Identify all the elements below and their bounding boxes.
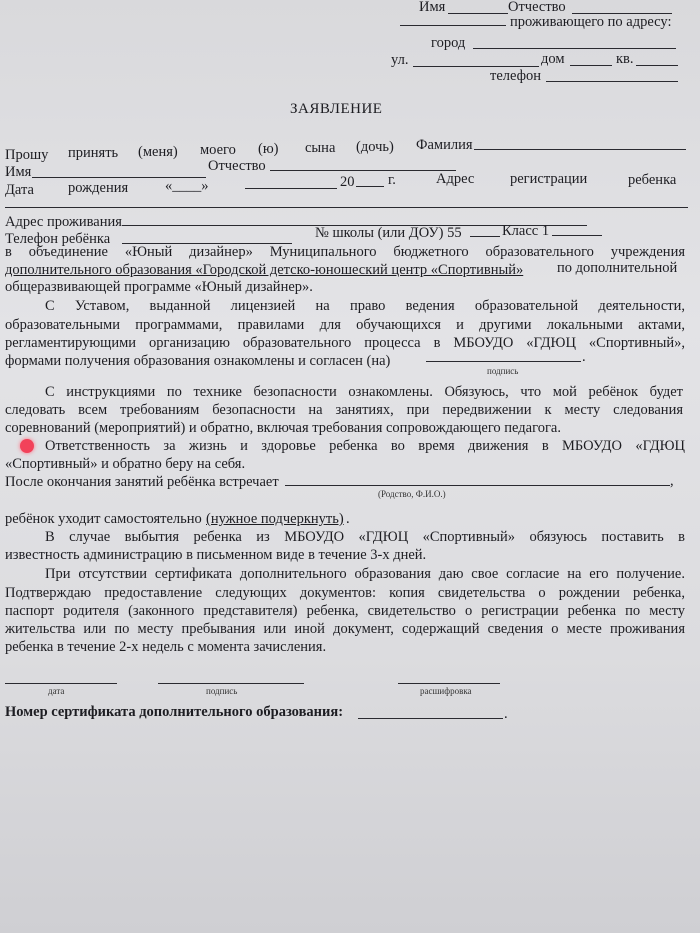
request-word: принять bbox=[68, 145, 119, 161]
header-city-line bbox=[473, 48, 676, 49]
certificate-period: . bbox=[504, 706, 508, 722]
request-word: моего bbox=[200, 142, 236, 158]
consent-signature-caption: подпись bbox=[487, 366, 519, 376]
registration-word: регистрации bbox=[510, 171, 588, 187]
charter-line-1: С Уставом, выданной лицензией на право ведения образовательной деятельности, bbox=[45, 298, 685, 314]
association-line-1: в объединение «Юный дизайнер» Муниципального бюджетного образовательного учреждения bbox=[5, 244, 685, 260]
association-line-2b: по дополнительной bbox=[557, 260, 678, 276]
birth-month-line bbox=[245, 188, 337, 189]
cert-line-4: жительства или по месту пребывания или иной документ, содержащий сведения о месте проживания bbox=[5, 621, 685, 637]
withdraw-line-2: известность администрацию в письменном виде в течение 3-х дней. bbox=[5, 547, 427, 563]
cert-line-5: ребенка в течение 2-х недель с момента зачисления. bbox=[5, 639, 327, 655]
withdraw-line-1: В случае выбытия ребенка из МБОУДО «ГДЮЦ «Спортивный» обязуюсь поставить в bbox=[45, 529, 685, 545]
school-line bbox=[470, 236, 500, 237]
date-caption: дата bbox=[48, 686, 65, 696]
birth-word: г. bbox=[388, 172, 396, 188]
registration-word: Адрес bbox=[436, 171, 475, 187]
red-marker bbox=[20, 439, 34, 453]
school-label: № школы (или ДОУ) 55 bbox=[315, 225, 462, 241]
surname-label: Фамилия bbox=[416, 137, 473, 153]
class-label: Класс 1 bbox=[502, 223, 550, 239]
request-word: (ю) bbox=[258, 141, 279, 157]
header-apt-line bbox=[636, 65, 678, 66]
charter-line-3: регламентирующими организацию образовательного процесса в МБОУДО «ГДЮЦ «Спортивный», bbox=[5, 335, 685, 351]
residence-label: Адрес проживания bbox=[5, 214, 122, 230]
registration-word: ребенка bbox=[628, 172, 677, 188]
header-patronymic-label: Отчество bbox=[508, 0, 566, 15]
safety-line-1: С инструкциями по технике безопасности ознакомлены. Обязуюсь, что мой ребёнок будет bbox=[45, 384, 683, 400]
header-blank-line bbox=[400, 25, 506, 26]
alone-period: . bbox=[346, 511, 350, 527]
header-phone-label: телефон bbox=[490, 68, 542, 84]
request-word: сына bbox=[305, 140, 336, 156]
alone-text: ребёнок уходит самостоятельно bbox=[5, 511, 202, 527]
child-phone-label: Телефон ребёнка bbox=[5, 231, 111, 247]
association-line-3: общеразвивающей программе «Юный дизайнер». bbox=[5, 279, 313, 295]
meet-comma: , bbox=[670, 473, 674, 489]
safety-line-3: соревнований (мероприятий) и обратно, включая требования сопровождающего педагога. bbox=[5, 420, 561, 436]
charter-line-4: формами получения образования ознакомлены и согласен (на) bbox=[5, 353, 391, 369]
date-line bbox=[5, 683, 117, 684]
cert-line-3: паспорт родителя (законного представителя) ребенка, свидетельство о регистрации ребенка по месту bbox=[5, 603, 685, 619]
child-name-label: Имя bbox=[5, 164, 32, 180]
responsibility-line-1: Ответственность за жизнь и здоровье ребенка во время движения в МБОУДО «ГДЮЦ bbox=[45, 438, 685, 454]
safety-line-2: следовать всем требованиям безопасности на занятиях, при передвижении к месту следования bbox=[5, 402, 683, 418]
child-patronymic-line bbox=[270, 170, 456, 171]
header-name-line bbox=[448, 13, 508, 14]
request-word: (меня) bbox=[138, 144, 178, 160]
certificate-number-line bbox=[358, 718, 503, 719]
signature-line bbox=[158, 683, 304, 684]
consent-period: . bbox=[582, 349, 586, 365]
surname-line bbox=[474, 149, 686, 150]
association-line-2: дополнительного образования «Городской детско-юношеский центр «Спортивный» bbox=[5, 262, 524, 278]
registration-address-line bbox=[5, 207, 688, 208]
request-word: (дочь) bbox=[356, 139, 394, 155]
meet-label: После окончания занятий ребёнка встречает bbox=[5, 474, 279, 490]
header-residing-label: проживающего по адресу: bbox=[510, 14, 672, 30]
birth-day-field: «____» bbox=[165, 178, 209, 194]
birth-word: Дата bbox=[5, 182, 34, 198]
certificate-number-label: Номер сертификата дополнительного образования: bbox=[5, 704, 344, 720]
class-line bbox=[552, 235, 602, 236]
consent-signature-line bbox=[426, 361, 581, 362]
meet-line bbox=[285, 485, 670, 486]
decoding-line bbox=[398, 683, 500, 684]
birth-year-line bbox=[356, 186, 384, 187]
alone-underlined: (нужное подчеркнуть) bbox=[206, 511, 344, 527]
header-apt-label: кв. bbox=[616, 51, 634, 67]
birth-word: рождения bbox=[68, 180, 129, 196]
header-city-label: город bbox=[431, 35, 466, 51]
request-word: Прошу bbox=[5, 147, 49, 163]
child-patronymic-label: Отчество bbox=[208, 158, 266, 174]
signature-caption: подпись bbox=[206, 686, 238, 696]
meet-caption: (Родство, Ф.И.О.) bbox=[378, 489, 446, 499]
document-title: ЗАЯВЛЕНИЕ bbox=[290, 101, 383, 117]
header-house-label: дом bbox=[541, 51, 565, 67]
header-phone-line bbox=[546, 81, 678, 82]
decoding-caption: расшифровка bbox=[420, 686, 472, 696]
cert-line-2: Подтверждаю предоставление следующих документов: копия свидетельства о рождении ребенка, bbox=[5, 585, 685, 601]
header-name-label: Имя bbox=[419, 0, 446, 15]
header-house-line bbox=[570, 65, 612, 66]
charter-line-2: образовательными программами, правилами для обучающихся и другими локальными актами, bbox=[5, 317, 685, 333]
header-street-label: ул. bbox=[391, 52, 409, 68]
cert-line-1: При отсутствии сертификата дополнительного образования даю свое согласие на его получение. bbox=[45, 566, 685, 582]
responsibility-line-2: «Спортивный» и обратно беру на себя. bbox=[5, 456, 246, 472]
birth-century: 20 bbox=[340, 174, 355, 190]
